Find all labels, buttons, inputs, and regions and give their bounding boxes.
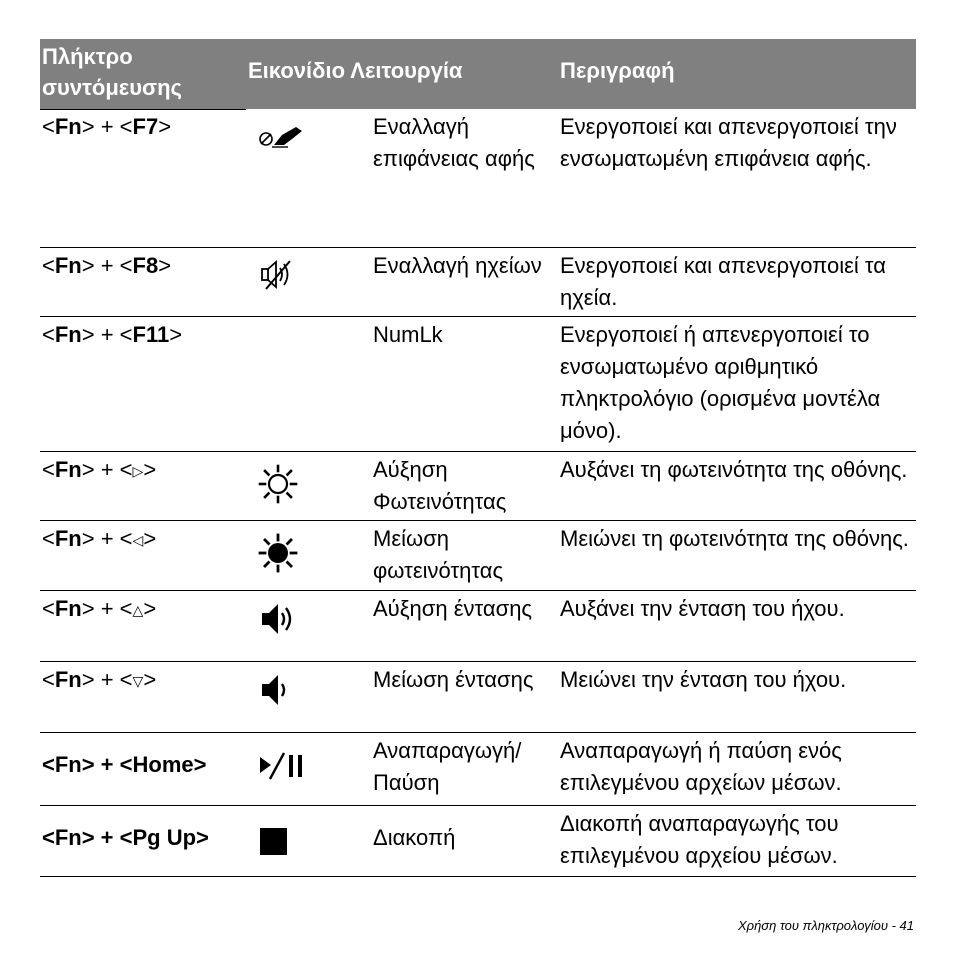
- arrow-right-icon: ▷: [132, 463, 144, 479]
- table-row: [40, 591, 916, 662]
- function-description: Μειώνει την ένταση του ήχου.: [560, 667, 847, 692]
- function-name: Εναλλαγή ηχείων: [373, 253, 542, 278]
- function-name: Εναλλαγή επιφάνειας αφής: [373, 114, 535, 171]
- table-row: [40, 521, 916, 591]
- function-description: Αυξάνει την ένταση του ήχου.: [560, 596, 845, 621]
- table-row: [40, 109, 916, 248]
- table-row: [40, 733, 916, 806]
- shortcut-key: <Fn> + <▷>: [42, 457, 157, 482]
- function-name: Διακοπή: [373, 825, 456, 850]
- table-row: [40, 452, 916, 521]
- shortcut-key: <Fn> + <F7>: [42, 114, 172, 139]
- table-row: [40, 248, 916, 317]
- function-name: Αύξηση Φωτεινότητας: [373, 457, 507, 514]
- function-description: Μειώνει τη φωτεινότητα της οθόνης.: [560, 526, 909, 551]
- shortcut-key: <Fn> + <◁>: [42, 526, 157, 551]
- brightness-up-icon: [258, 464, 298, 504]
- function-description: Ενεργοποιεί ή απενεργοποιεί το ενσωματωμένο αριθμητικό πληκτρολόγιο (ορισμένα μοντέλα μόνο).: [560, 322, 881, 443]
- shortcut-key: <Fn> + <△>: [42, 596, 157, 621]
- function-name: Αναπαραγωγή/ Παύση: [373, 738, 522, 795]
- volume-up-icon: [258, 601, 298, 637]
- header-icon-function: Εικονίδιο Λειτουργία: [248, 58, 463, 83]
- table-row: [40, 662, 916, 733]
- function-description: Ενεργοποιεί και απενεργοποιεί την ενσωματωμένη επιφάνεια αφής.: [560, 114, 897, 171]
- table-row: [40, 317, 916, 452]
- shortcut-key: <Fn> + <F11>: [42, 322, 183, 347]
- table-row: [40, 806, 916, 877]
- speaker-mute-icon: [258, 258, 298, 292]
- page-footer: Χρήση του πληκτρολογίου - 41: [737, 918, 914, 933]
- function-name: NumLk: [373, 322, 443, 347]
- table-header: [40, 39, 916, 109]
- header-key: Πλήκτρο συντόμευσης: [42, 44, 182, 100]
- function-description: Αυξάνει τη φωτεινότητα της οθόνης.: [560, 457, 908, 482]
- function-name: Αύξηση έντασης: [373, 596, 533, 621]
- function-description: Ενεργοποιεί και απενεργοποιεί τα ηχεία.: [560, 253, 887, 310]
- shortcut-key: <Fn> + <Pg Up>: [42, 825, 209, 850]
- header-description: Περιγραφή: [560, 58, 675, 83]
- function-name: Μείωση έντασης: [373, 667, 534, 692]
- play-pause-icon: [258, 751, 312, 783]
- shortcut-key: <Fn> + <▽>: [42, 667, 157, 692]
- stop-icon: [258, 826, 288, 856]
- function-description: Διακοπή αναπαραγωγής του επιλεγμένου αρχείου μέσων.: [560, 811, 839, 868]
- arrow-up-icon: △: [132, 602, 144, 618]
- function-description: Αναπαραγωγή ή παύση ενός επιλεγμένου αρχείων μέσων.: [560, 738, 842, 795]
- function-name: Μείωση φωτεινότητας: [373, 526, 504, 583]
- volume-down-icon: [258, 672, 298, 708]
- shortcut-table: [40, 39, 916, 877]
- arrow-down-icon: ▽: [132, 673, 144, 689]
- shortcut-key: <Fn> + <F8>: [42, 253, 172, 278]
- shortcut-key: <Fn> + <Home>: [42, 752, 207, 777]
- touchpad-toggle-icon: [258, 121, 304, 151]
- brightness-down-icon: [258, 533, 298, 573]
- arrow-left-icon: ◁: [132, 532, 144, 548]
